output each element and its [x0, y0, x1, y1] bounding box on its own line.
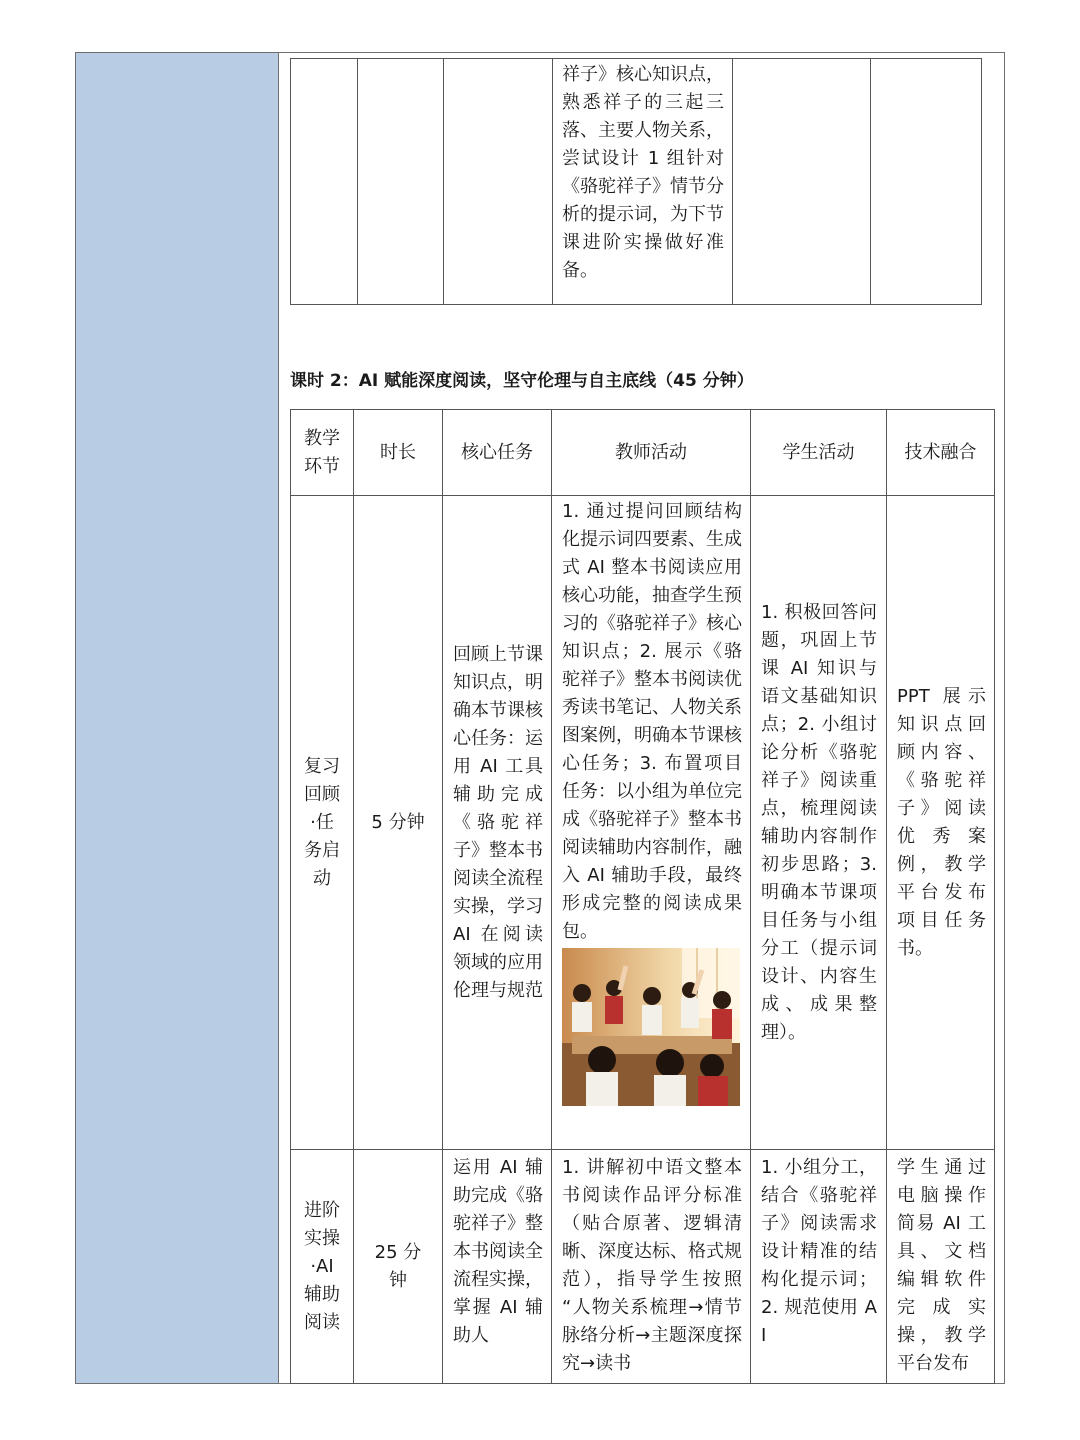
header-student: 学生活动 — [751, 410, 887, 496]
lesson1-table-continued — [290, 58, 982, 305]
core-task-text: 回顾上节课知识点，明确本节课核心任务：运用 AI 工具辅助完成《骆驼祥子》整本书阅读全流程实操，学习 AI 在阅读领域的应用伦理与规范 — [453, 643, 543, 1001]
table-header-row — [291, 410, 995, 496]
tech-text: 学生通过电脑操作简易 AI 工具、文档编辑软件完成实操，教学平台发布 — [897, 1157, 986, 1374]
homework-cell — [553, 59, 733, 305]
sidebar-shade — [76, 53, 279, 1383]
student-cell — [751, 1150, 887, 1384]
core-task-cell — [443, 1150, 552, 1384]
student-text: 1. 小组分工，结合《骆驼祥子》阅读需求设计精准的结构化提示词；2. 规范使用 AI — [761, 1157, 877, 1346]
table-row — [291, 496, 995, 1150]
teacher-cell — [552, 496, 751, 1150]
homework-text: 祥子》核心知识点，熟悉祥子的三起三落、主要人物关系，尝试设计 1 组针对《骆驼祥子》情节分析的提示词，为下节课进阶实操做好准备。 — [562, 64, 724, 281]
header-duration: 时长 — [354, 410, 443, 496]
tech-text: PPT 展示知识点回顾内容、《骆驼祥子》阅读优秀案例，教学平台发布项目任务书。 — [897, 685, 986, 959]
stage-cell: 复习回顾·任务启动 — [291, 496, 354, 1150]
empty-cell — [733, 59, 871, 305]
lesson2-caption: 课时 2：AI 赋能深度阅读，坚守伦理与自主底线（45 分钟） — [290, 371, 754, 391]
table-row — [291, 1150, 995, 1384]
teacher-text: 1. 讲解初中语文整本书阅读作品评分标准（贴合原著、逻辑清晰、深度达标、格式规范），指导学生按照 “人物关系梳理→情节脉络分析→主题深度探究→读书 — [562, 1157, 742, 1374]
student-text: 1. 积极回答问题，巩固上节课 AI 知识与语文基础知识点；2. 小组讨论分析《骆驼祥子》阅读重点，梳理阅读辅助内容制作初步思路；3. 明确本节课项目任务与小组分工（提示词设计、内容生成、成果整理）。 — [761, 601, 877, 1043]
header-tech: 技术融合 — [887, 410, 995, 496]
empty-cell — [358, 59, 444, 305]
core-task-cell — [443, 496, 552, 1150]
header-core-task: 核心任务 — [443, 410, 552, 496]
core-task-text: 运用 AI 辅助完成《骆驼祥子》整本书阅读全流程实操，掌握 AI 辅助人 — [453, 1157, 543, 1346]
teacher-cell — [552, 1150, 751, 1384]
empty-cell — [291, 59, 358, 305]
header-stage: 教学环节 — [291, 410, 354, 496]
tech-cell — [887, 496, 995, 1150]
duration-cell: 25 分钟 — [354, 1150, 443, 1384]
teacher-text: 1. 通过提问回顾结构化提示词四要素、生成式 AI 整本书阅读应用核心功能，抽查学生预习的《骆驼祥子》核心知识点；2. 展示《骆驼祥子》整本书阅读优秀读书笔记、人物关系图案例，明确本节课核心任务；3. 布置项目任务：以小组为单位完成《骆驼祥子》整本书阅读辅助内容制作，融入 AI 辅助手段，最终形成完整的阅读成果包。 — [562, 501, 742, 942]
student-cell — [751, 496, 887, 1150]
stage-cell: 进阶实操·AI 辅助阅读 — [291, 1150, 354, 1384]
header-teacher: 教师活动 — [552, 410, 751, 496]
classroom-photo — [562, 948, 740, 1106]
tech-cell — [887, 1150, 995, 1384]
duration-cell: 5 分钟 — [354, 496, 443, 1150]
lesson2-table — [290, 409, 995, 1384]
empty-cell — [871, 59, 982, 305]
empty-cell — [444, 59, 553, 305]
